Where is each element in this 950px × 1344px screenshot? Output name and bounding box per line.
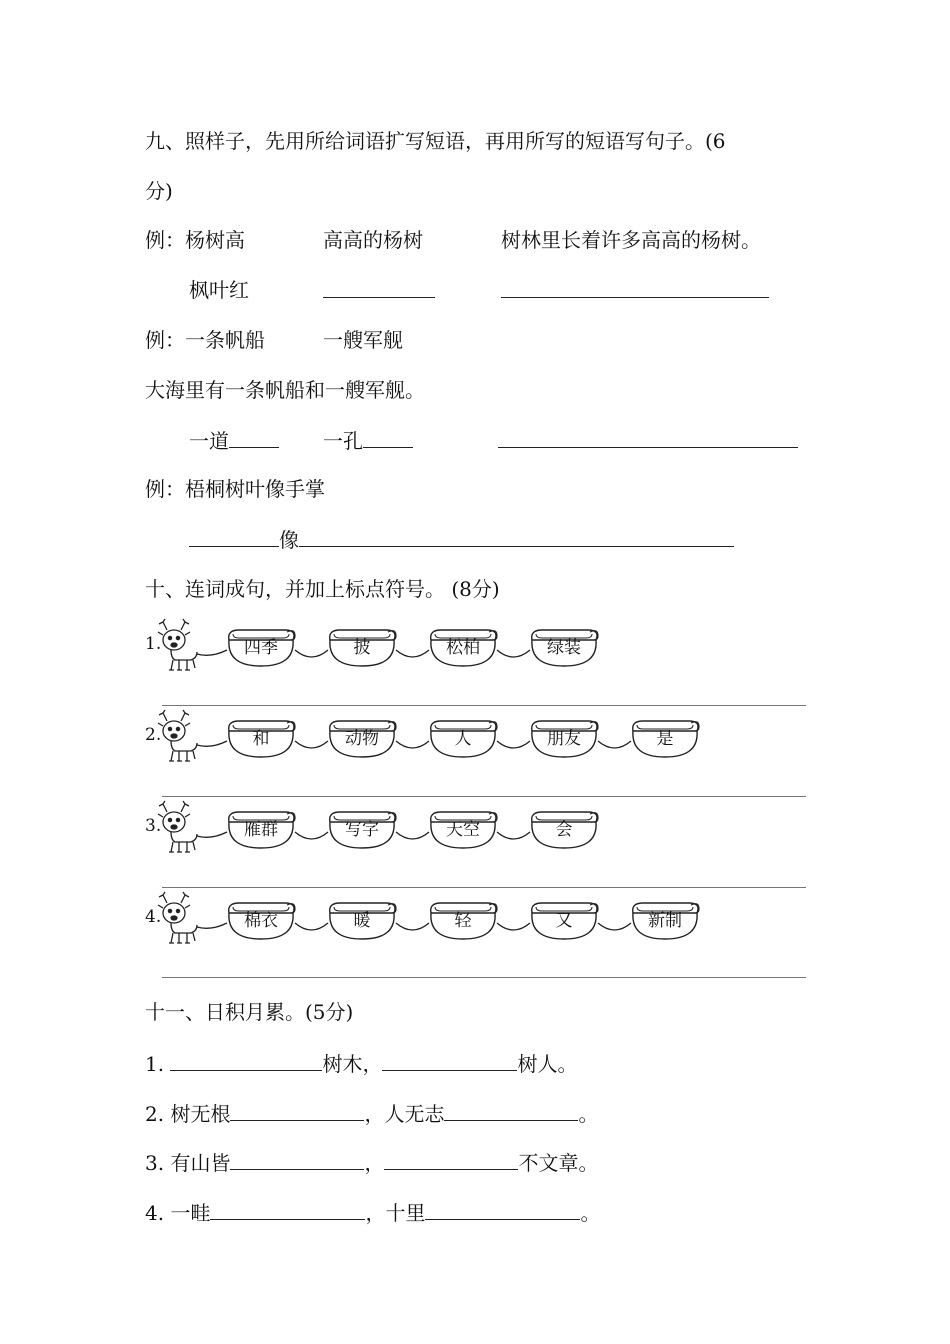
idiom-line-1[interactable] — [145, 1051, 577, 1076]
question-1-sentence-blank[interactable] — [501, 278, 769, 303]
question-1-phrase-blank[interactable] — [323, 278, 435, 303]
word-cup[interactable] — [526, 717, 602, 761]
row-number: 1. — [145, 634, 162, 654]
example-2-word-2: 一艘军舰 — [323, 328, 403, 352]
word-label: 天空 — [446, 820, 480, 840]
idiom-4-text-b: ，十里 — [365, 1201, 426, 1225]
question-3-blank-a[interactable] — [189, 527, 279, 547]
idiom-1-num: 1. — [145, 1052, 165, 1076]
word-cup[interactable] — [223, 899, 299, 943]
word-cup[interactable] — [324, 626, 400, 670]
word-cup[interactable] — [223, 808, 299, 852]
idiom-line-3[interactable] — [145, 1150, 598, 1175]
word-label: 松柏 — [446, 638, 480, 658]
section-11-title: 十一、日积月累。(5分) — [145, 1000, 354, 1024]
question-3-blank-b[interactable] — [299, 527, 734, 547]
idiom-3-blank-a[interactable] — [230, 1150, 364, 1170]
row-number: 3. — [145, 816, 162, 836]
word-cup[interactable] — [425, 899, 501, 943]
idiom-2-text-a: 树无根 — [170, 1102, 231, 1126]
question-2-word-1-blank[interactable] — [229, 428, 279, 448]
section-9-title-cont: 分) — [145, 179, 173, 203]
idiom-3-text-b: ， — [364, 1151, 385, 1175]
word-cup[interactable] — [324, 899, 400, 943]
word-label: 动物 — [345, 729, 379, 749]
deer-icon — [158, 892, 197, 943]
example-1-sentence: 树林里长着许多高高的杨树。 — [501, 228, 761, 252]
row-number: 2. — [145, 725, 162, 745]
question-2-word-1[interactable] — [189, 428, 279, 453]
word-label: 新制 — [648, 911, 682, 931]
idiom-line-2[interactable] — [145, 1101, 598, 1126]
row-number: 4. — [145, 907, 162, 927]
idiom-4-num: 4. — [145, 1201, 165, 1225]
word-cup[interactable] — [223, 717, 299, 761]
word-cup[interactable] — [324, 808, 400, 852]
example-2-sentence: 大海里有一条帆船和一艘军舰。 — [145, 378, 425, 402]
deer-icon — [158, 801, 197, 852]
idiom-2-text-b: ，人无志 — [364, 1102, 445, 1126]
example-3-label: 例：梧桐树叶像手掌 — [145, 477, 325, 501]
idiom-line-4[interactable] — [145, 1200, 600, 1225]
word-cup[interactable] — [526, 626, 602, 670]
word-cup[interactable] — [425, 717, 501, 761]
question-2-word-1-text: 一道 — [189, 429, 229, 453]
word-label: 朋友 — [547, 729, 581, 749]
section-9-title: 九、照样子，先用所给词语扩写短语，再用所写的短语写句子。(6 — [145, 129, 726, 153]
example-2-label: 例：一条帆船 — [145, 328, 265, 352]
answer-line-3[interactable] — [162, 887, 806, 888]
word-cup[interactable] — [223, 626, 299, 670]
idiom-3-text-a: 有山皆 — [170, 1151, 231, 1175]
idiom-4-blank-b[interactable] — [425, 1200, 580, 1220]
word-label: 和 — [252, 729, 270, 749]
idiom-4-text-a: 一畦 — [170, 1201, 211, 1225]
word-cup[interactable] — [324, 717, 400, 761]
question-1-word: 枫叶红 — [189, 278, 249, 302]
word-label: 雁群 — [244, 820, 278, 840]
answer-line-2[interactable] — [162, 796, 806, 797]
idiom-1-text-b: 树人。 — [517, 1052, 578, 1076]
word-label: 会 — [555, 820, 573, 840]
question-2-word-2-text: 一孔 — [323, 429, 363, 453]
word-label: 轻 — [454, 911, 472, 931]
word-cup[interactable] — [627, 717, 703, 761]
word-order-row-1 — [145, 618, 745, 682]
word-label: 人 — [454, 729, 472, 749]
example-1-label: 例：杨树高 — [145, 228, 245, 252]
example-1-phrase: 高高的杨树 — [323, 228, 423, 252]
word-order-row-4 — [145, 891, 745, 955]
section-10-title: 十、连词成句，并加上标点符号。 (8分) — [145, 577, 500, 601]
idiom-1-text-a: 树木， — [322, 1052, 383, 1076]
word-cup[interactable] — [526, 899, 602, 943]
idiom-3-num: 3. — [145, 1151, 165, 1175]
word-cup[interactable] — [425, 626, 501, 670]
answer-line-4[interactable] — [162, 977, 806, 978]
word-label: 绿装 — [547, 638, 581, 658]
idiom-4-text-c: 。 — [580, 1201, 601, 1225]
word-label: 又 — [555, 911, 573, 931]
word-cup[interactable] — [627, 899, 703, 943]
question-2-word-2-blank[interactable] — [363, 428, 413, 448]
idiom-1-blank-a[interactable] — [170, 1051, 322, 1071]
idiom-3-text-c: 不文章。 — [518, 1151, 599, 1175]
word-cup[interactable] — [425, 808, 501, 852]
question-2-sentence-blank[interactable] — [498, 428, 798, 453]
idiom-2-blank-a[interactable] — [230, 1101, 364, 1121]
question-3-word: 像 — [279, 528, 299, 552]
word-label: 暖 — [353, 911, 371, 931]
idiom-2-num: 2. — [145, 1102, 165, 1126]
word-label: 是 — [656, 729, 674, 749]
question-3-line[interactable] — [189, 527, 734, 552]
word-cup[interactable] — [526, 808, 602, 852]
word-order-row-3 — [145, 800, 745, 864]
idiom-3-blank-b[interactable] — [384, 1150, 518, 1170]
idiom-4-blank-a[interactable] — [210, 1200, 365, 1220]
word-order-row-2 — [145, 709, 745, 773]
idiom-1-blank-b[interactable] — [382, 1051, 517, 1071]
word-label: 棉衣 — [244, 911, 278, 931]
word-label: 披 — [353, 638, 371, 658]
deer-icon — [158, 710, 197, 761]
word-label: 写字 — [345, 820, 379, 840]
word-label: 四季 — [244, 638, 278, 658]
question-2-word-2[interactable] — [323, 428, 413, 453]
answer-line-1[interactable] — [162, 705, 806, 706]
idiom-2-text-c: 。 — [578, 1102, 599, 1126]
idiom-2-blank-b[interactable] — [444, 1101, 578, 1121]
deer-icon — [158, 619, 197, 670]
